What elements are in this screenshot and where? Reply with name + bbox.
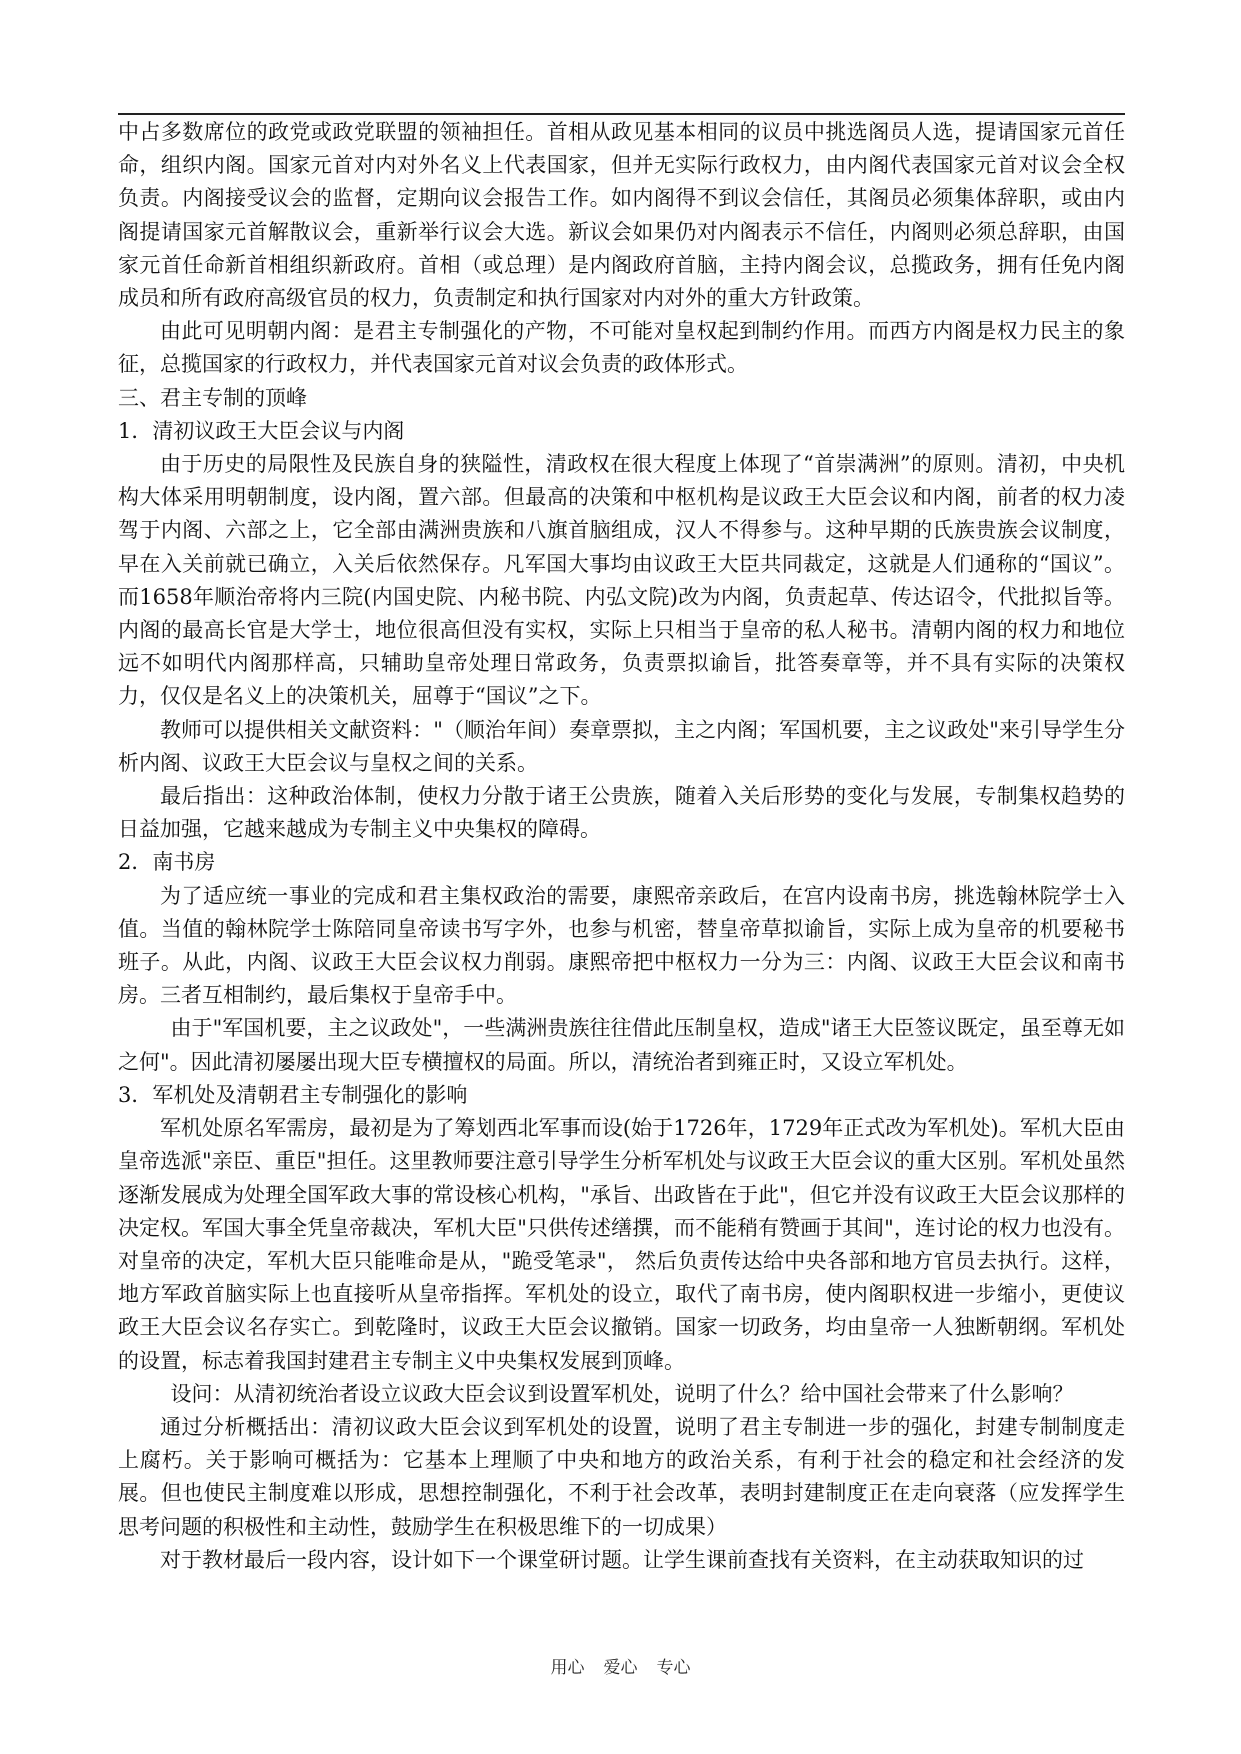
question-paragraph: 设问：从清初统治者设立议政大臣会议到设置军机处，说明了什么？给中国社会带来了什么影响？ (170, 1381, 1074, 1406)
paragraph: 军机处原名军需房，最初是为了筹划西北军事而设(始于1726年，1729年正式改为军机处)。军机大臣由皇帝选派"亲臣、重臣"担任。这里教师要注意引导学生分析军机处与议政王大臣会议的重大区别。军机处虽然逐渐发展成为处理全国军政大事的常设核心机构，"承旨、出政皆在于此"，但它并没有议政王大臣会议那样的决定权。军国大事全凭皇帝裁决，军机大臣"只供传述缮撰，而不能稍有赞画于其间"，连讨论的权力也没有。对皇帝的决定，军机大臣只能唯命是从，"跪受笔录"， 然后负责传达给中央各部和地方官员去执行。这样，地方军政首脑实际上也直接听从皇帝指挥。军机处的设立，取代了南书房，使内阁职权进一步缩小，更使议政王大臣会议名存实亡。到乾隆时，议政王大臣会议撤销。国家一切政务，均由皇帝一人独断朝纲。军机处的设置，标志着我国封建君主专制主义中央集权发展到顶峰。 (118, 1116, 1125, 1373)
document-body (118, 116, 1125, 1577)
subsection-heading: 2．南书房 (118, 850, 216, 875)
header-rule (118, 113, 1125, 115)
subsection-heading: 1．清初议政王大臣会议与内阁 (118, 418, 405, 443)
paragraph: 对于教材最后一段内容，设计如下一个课堂研讨题。让学生课前查找有关资料，在主动获取知识的过 (160, 1547, 1084, 1572)
paragraph: 为了适应统一事业的完成和君主集权政治的需要，康熙帝亲政后，在宫内设南书房，挑选翰林院学士入值。当值的翰林院学士陈陪同皇帝读书写字外，也参与机密，替皇帝草拟谕旨，实际上成为皇帝的机要秘书班子。从此，内阁、议政王大臣会议权力削弱。康熙帝把中枢权力一分为三：内阁、议政王大臣会议和南书房。三者互相制约，最后集权于皇帝手中。 (118, 883, 1125, 1008)
paragraph: 由于"军国机要，主之议政处"，一些满洲贵族往往借此压制皇权，造成"诸王大臣签议既定，虽至尊无如之何"。因此清初屡屡出现大臣专横擅权的局面。所以，清统治者到雍正时，又设立军机处。 (118, 1016, 1125, 1074)
paragraph: 中占多数席位的政党或政党联盟的领袖担任。首相从政见基本相同的议员中挑选阁员人选，提请国家元首任命，组织内阁。国家元首对内对外名义上代表国家，但并无实际行政权力，由内阁代表国家元首对议会全权负责。内阁接受议会的监督，定期向议会报告工作。如内阁得不到议会信任，其阁员必须集体辞职，或由内阁提请国家元首解散议会，重新举行议会大选。新议会如果仍对内阁表示不信任，内阁则必须总辞职，由国家元首任命新首相组织新政府。首相（或总理）是内阁政府首脑，主持内阁会议，总揽政务，拥有任免内阁成员和所有政府高级官员的权力，负责制定和执行国家对内对外的重大方针政策。 (118, 120, 1125, 311)
paragraph: 教师可以提供相关文献资料："（顺治年间）奏章票拟，主之内阁；军国机要，主之议政处"来引导学生分析内阁、议政王大臣会议与皇权之间的关系。 (118, 717, 1125, 775)
paragraph: 由于历史的局限性及民族自身的狭隘性，清政权在很大程度上体现了“首崇满洲”的原则。清初，中央机构大体采用明朝制度，设内阁，置六部。但最高的决策和中枢机构是议政王大臣会议和内阁，前者的权力凌驾于内阁、六部之上，它全部由满洲贵族和八旗首脑组成，汉人不得参与。这种早期的氏族贵族会议制度，早在入关前就已确立，入关后依然保存。凡军国大事均由议政王大臣共同裁定，这就是人们通称的“国议”。而1658年顺治帝将内三院(内国史院、内秘书院、内弘文院)改为内阁，负责起草、传达诏令，代批拟旨等。内阁的最高长官是大学士，地位很高但没有实权，实际上只相当于皇帝的私人秘书。清朝内阁的权力和地位远不如明代内阁那样高，只辅助皇帝处理日常政务，负责票拟谕旨，批答奏章等，并不具有实际的决策权力，仅仅是名义上的决策机关，屈尊于“国议”之下。 (118, 452, 1125, 709)
page-footer: 用心 爱心 专心 (550, 1658, 691, 1678)
paragraph: 由此可见明朝内阁：是君主专制强化的产物，不可能对皇权起到制约作用。而西方内阁是权力民主的象征，总揽国家的行政权力，并代表国家元首对议会负责的政体形式。 (118, 319, 1125, 377)
section-heading: 三、君主专制的顶峰 (118, 385, 307, 410)
paragraph: 最后指出：这种政治体制，使权力分散于诸王公贵族，随着入关后形势的变化与发展，专制集权趋势的日益加强，它越来越成为专制主义中央集权的障碍。 (118, 784, 1125, 842)
subsection-heading: 3．军机处及清朝君主专制强化的影响 (118, 1082, 468, 1107)
paragraph: 通过分析概括出：清初议政大臣会议到军机处的设置，说明了君主专制进一步的强化，封建专制制度走上腐朽。关于影响可概括为：它基本上理顺了中央和地方的政治关系，有利于社会的稳定和社会经济的发展。但也使民主制度难以形成，思想控制强化，不利于社会改革，表明封建制度正在走向衰落（应发挥学生思考问题的积极性和主动性，鼓励学生在积极思维下的一切成果） (118, 1414, 1125, 1539)
